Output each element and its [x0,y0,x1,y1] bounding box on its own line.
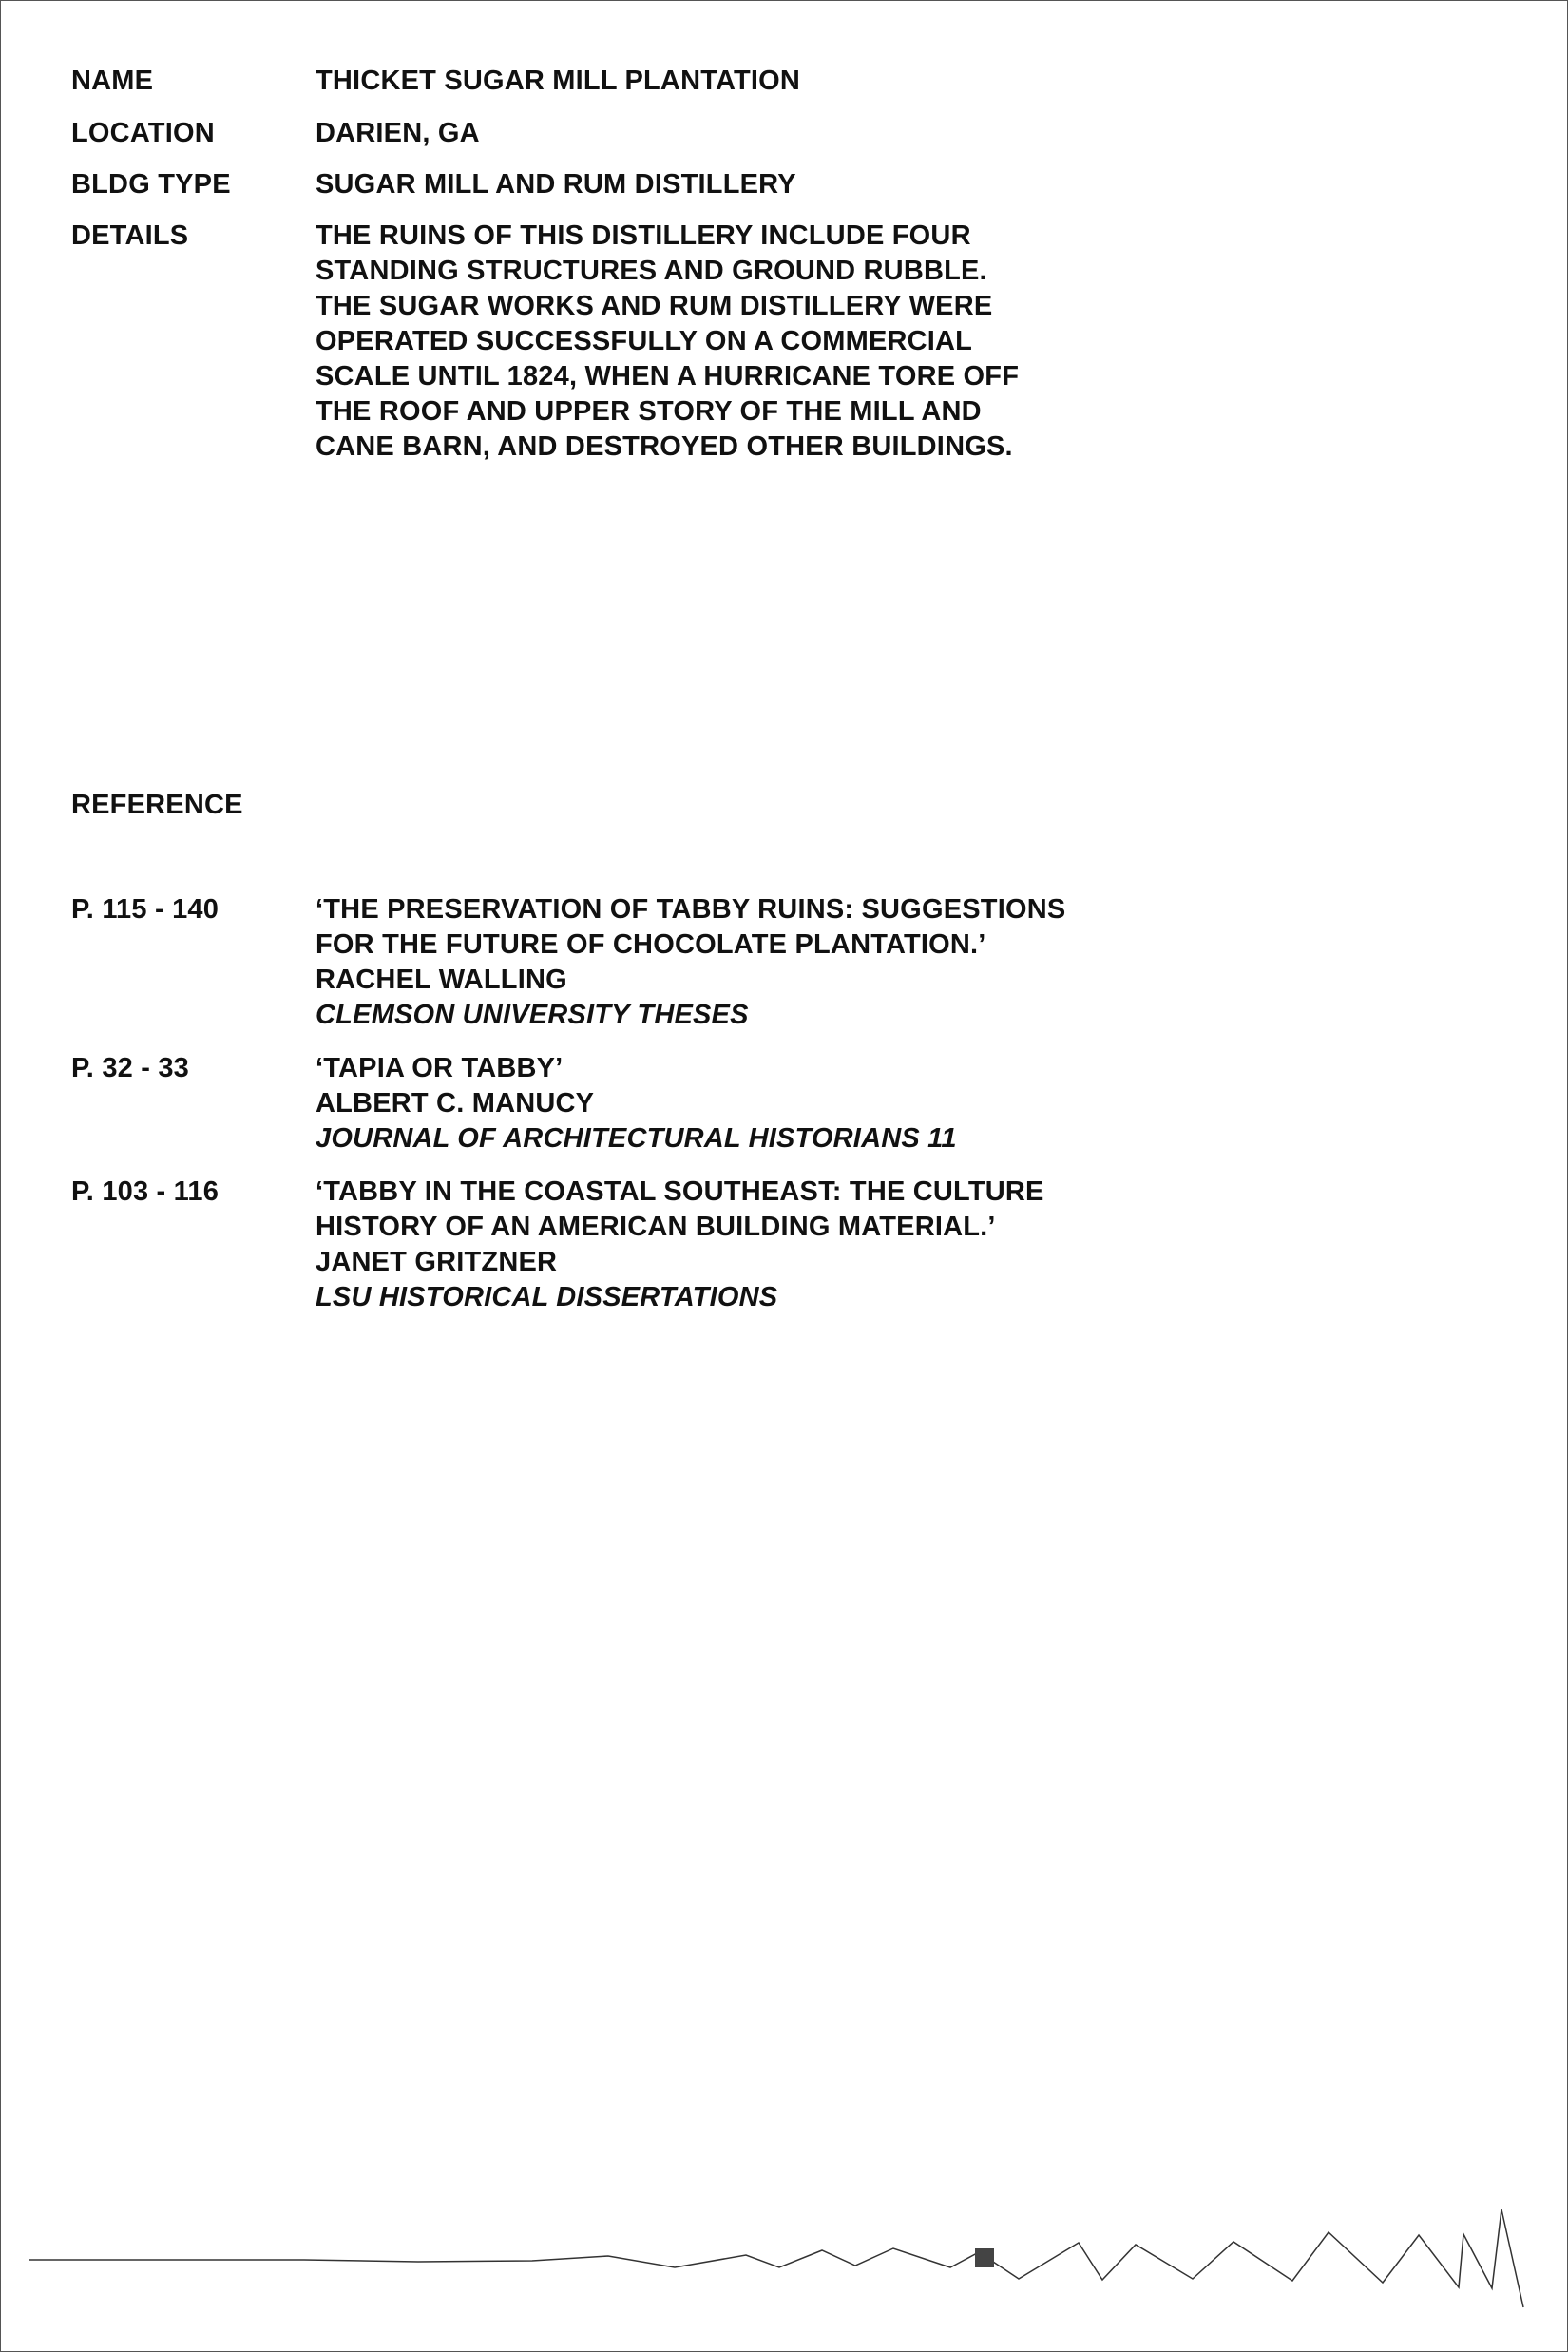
reference-author: ALBERT C. MANUCY [316,1088,595,1119]
reference-pages: P. 32 - 33 [71,1053,190,1083]
reference-source: JOURNAL OF ARCHITECTURAL HISTORIANS 11 [316,1123,957,1154]
bldg-type-value: SUGAR MILL AND RUM DISTILLERY [316,169,796,200]
name-label: NAME [71,66,154,96]
reference-pages: P. 115 - 140 [71,894,220,925]
location-label: LOCATION [71,118,215,148]
details-line: CANE BARN, AND DESTROYED OTHER BUILDINGS. [316,431,1013,462]
reference-pages: P. 103 - 116 [71,1176,220,1207]
name-value: THICKET SUGAR MILL PLANTATION [316,66,801,96]
details-text [316,219,1171,465]
reference-heading: REFERENCE [71,790,243,820]
reference-citation [316,1175,1171,1315]
details-line: STANDING STRUCTURES AND GROUND RUBBLE. [316,256,987,286]
square-marker-icon [975,2248,994,2267]
reference-source: LSU HISTORICAL DISSERTATIONS [316,1282,778,1312]
details-line: THE SUGAR WORKS AND RUM DISTILLERY WERE [316,291,993,321]
details-line: THE RUINS OF THIS DISTILLERY INCLUDE FOUR [316,220,971,251]
reference-source: CLEMSON UNIVERSITY THESES [316,1000,749,1030]
zigzag-timeline-line [29,2209,1523,2307]
location-value: DARIEN, GA [316,118,480,148]
reference-title-line: ‘TAPIA OR TABBY’ [316,1053,564,1083]
details-label: DETAILS [71,220,189,251]
reference-citation [316,1051,1171,1157]
reference-title-line: ‘TABBY IN THE COASTAL SOUTHEAST: THE CULTURE [316,1176,1044,1207]
details-line: OPERATED SUCCESSFULLY ON A COMMERCIAL [316,326,973,356]
details-line: THE ROOF AND UPPER STORY OF THE MILL AND [316,396,982,427]
reference-title-line: FOR THE FUTURE OF CHOCOLATE PLANTATION.’ [316,929,986,960]
footer-graphic [0,2186,1568,2352]
reference-title-line: ‘THE PRESERVATION OF TABBY RUINS: SUGGESTIONS [316,894,1066,925]
bldg-type-label: BLDG TYPE [71,169,231,200]
reference-title-line: HISTORY OF AN AMERICAN BUILDING MATERIAL.’ [316,1212,996,1242]
reference-author: JANET GRITZNER [316,1247,558,1277]
details-line: SCALE UNTIL 1824, WHEN A HURRICANE TORE OFF [316,361,1020,392]
reference-author: RACHEL WALLING [316,965,567,995]
reference-citation [316,892,1171,1033]
